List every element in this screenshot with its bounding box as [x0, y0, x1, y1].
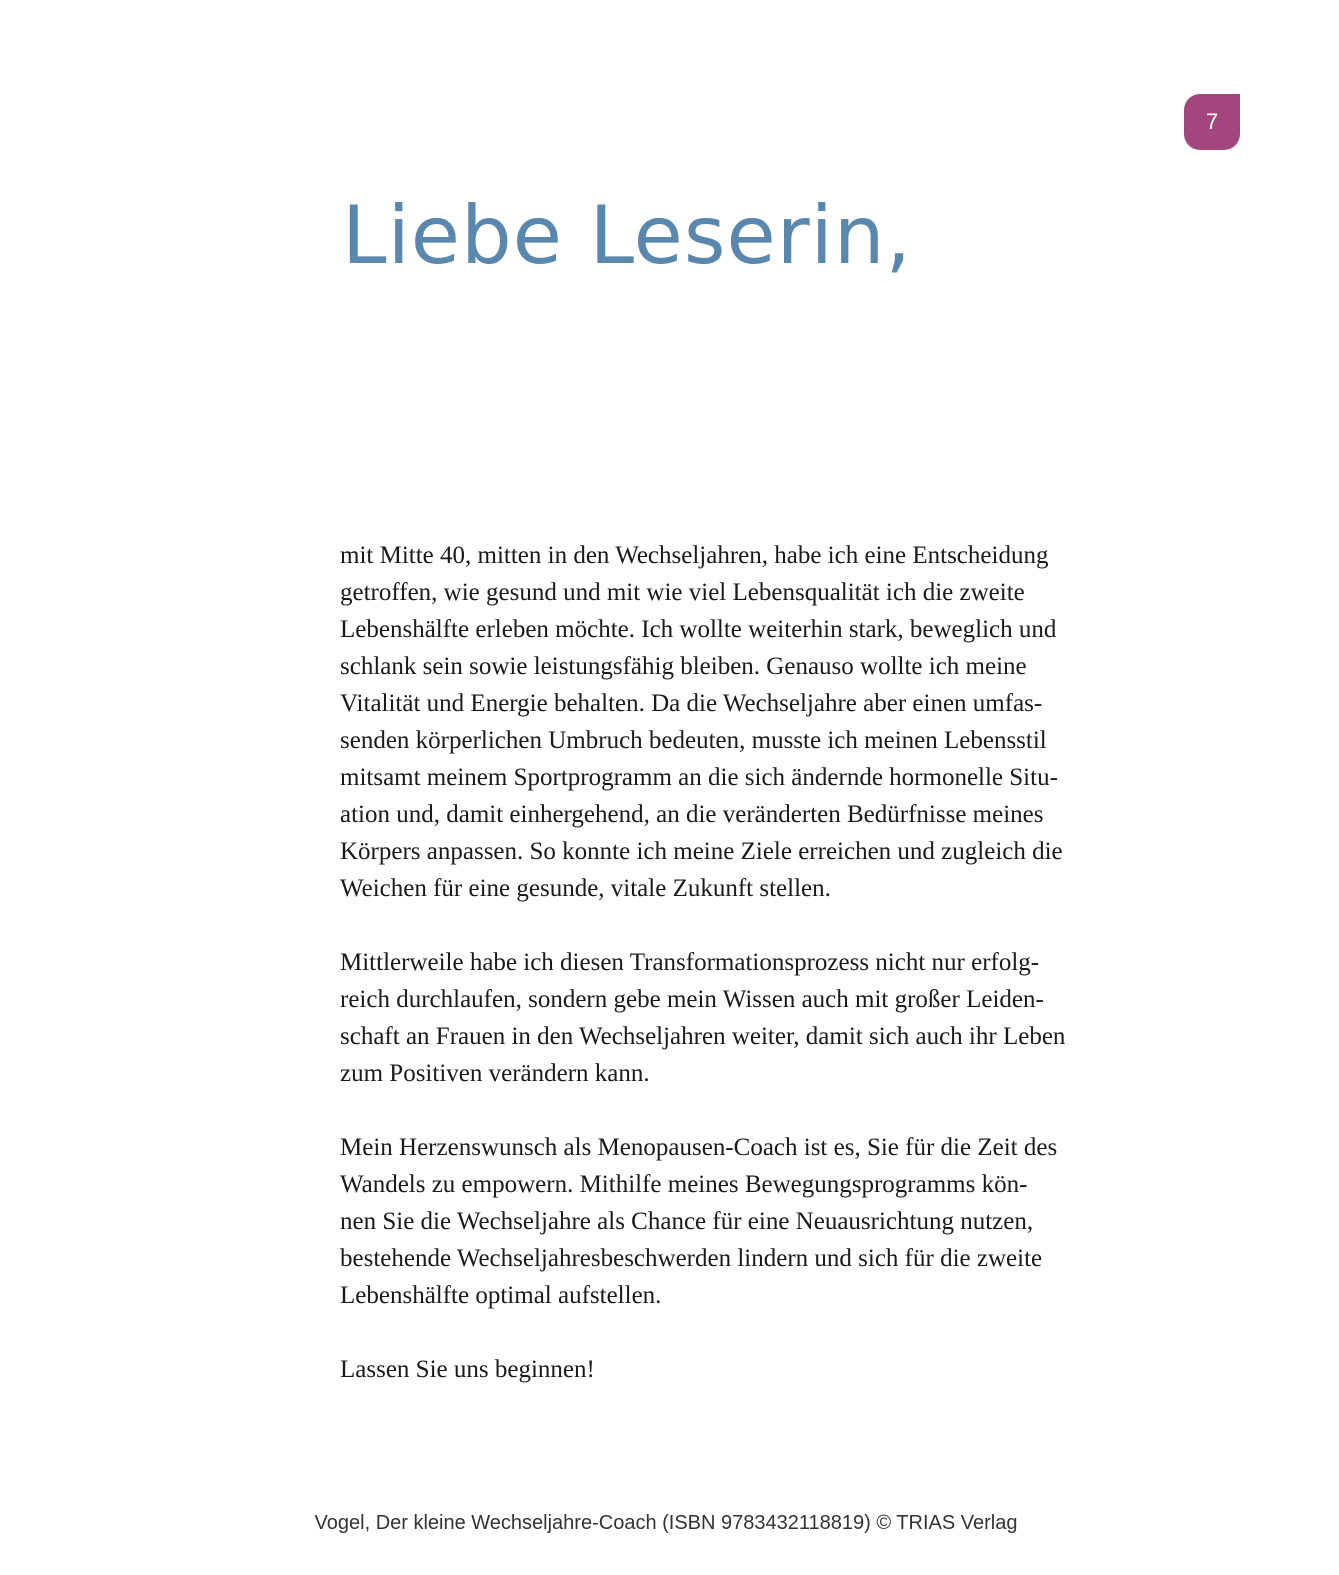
paragraph [340, 1129, 1160, 1314]
text-line: bestehende Wechseljahresbeschwerden lindern und sich für die zweite [340, 1245, 1043, 1272]
text-line: schlank sein sowie leistungsfähig bleiben. Genauso wollte ich meine [340, 653, 1027, 680]
text-line: Wandels zu empowern. Mithilfe meines Bewegungsprogramms kön- [340, 1171, 1028, 1198]
paragraph [340, 537, 1160, 907]
text-line: Vitalität und Energie behalten. Da die Wechseljahre aber einen umfas- [340, 690, 1043, 717]
text-line: senden körperlichen Umbruch bedeuten, musste ich meinen Lebensstil [340, 727, 1047, 754]
text-line: getroffen, wie gesund und mit wie viel Lebensqualität ich die zweite [340, 579, 1025, 606]
page-title: Liebe Leserin, [342, 189, 912, 282]
body-text [340, 537, 1160, 1425]
text-line: Mittlerweile habe ich diesen Transformationsprozess nicht nur erfolg- [340, 949, 1040, 976]
text-line: Mein Herzenswunsch als Menopausen-Coach ist es, Sie für die Zeit des [340, 1134, 1058, 1161]
page-number: 7 [1205, 109, 1219, 134]
text-line: mit Mitte 40, mitten in den Wechseljahren, habe ich eine Entscheidung [340, 542, 1049, 569]
text-line: zum Positiven verändern kann. [340, 1060, 650, 1087]
text-line: reich durchlaufen, sondern gebe mein Wissen auch mit großer Leiden- [340, 986, 1044, 1013]
text-line: Lebenshälfte optimal aufstellen. [340, 1282, 662, 1309]
paragraph [340, 944, 1160, 1092]
text-line: schaft an Frauen in den Wechseljahren weiter, damit sich auch ihr Leben [340, 1023, 1066, 1050]
page-number-badge [1184, 94, 1240, 150]
paragraph [340, 1351, 1160, 1388]
text-line: Weichen für eine gesunde, vitale Zukunft stellen. [340, 875, 831, 902]
text-line: mitsamt meinem Sportprogramm an die sich ändernde hormonelle Situ- [340, 764, 1058, 791]
text-line: Lassen Sie uns beginnen! [340, 1356, 595, 1383]
text-line: ation und, damit einhergehend, an die veränderten Bedürfnisse meines [340, 801, 1044, 828]
footer-citation: Vogel, Der kleine Wechseljahre-Coach (ISBN 9783432118819) © TRIAS Verlag [314, 1512, 1018, 1534]
text-line: Lebenshälfte erleben möchte. Ich wollte weiterhin stark, beweglich und [340, 616, 1057, 643]
text-line: nen Sie die Wechseljahre als Chance für eine Neuausrichtung nutzen, [340, 1208, 1034, 1235]
text-line: Körpers anpassen. So konnte ich meine Ziele erreichen und zugleich die [340, 838, 1063, 865]
